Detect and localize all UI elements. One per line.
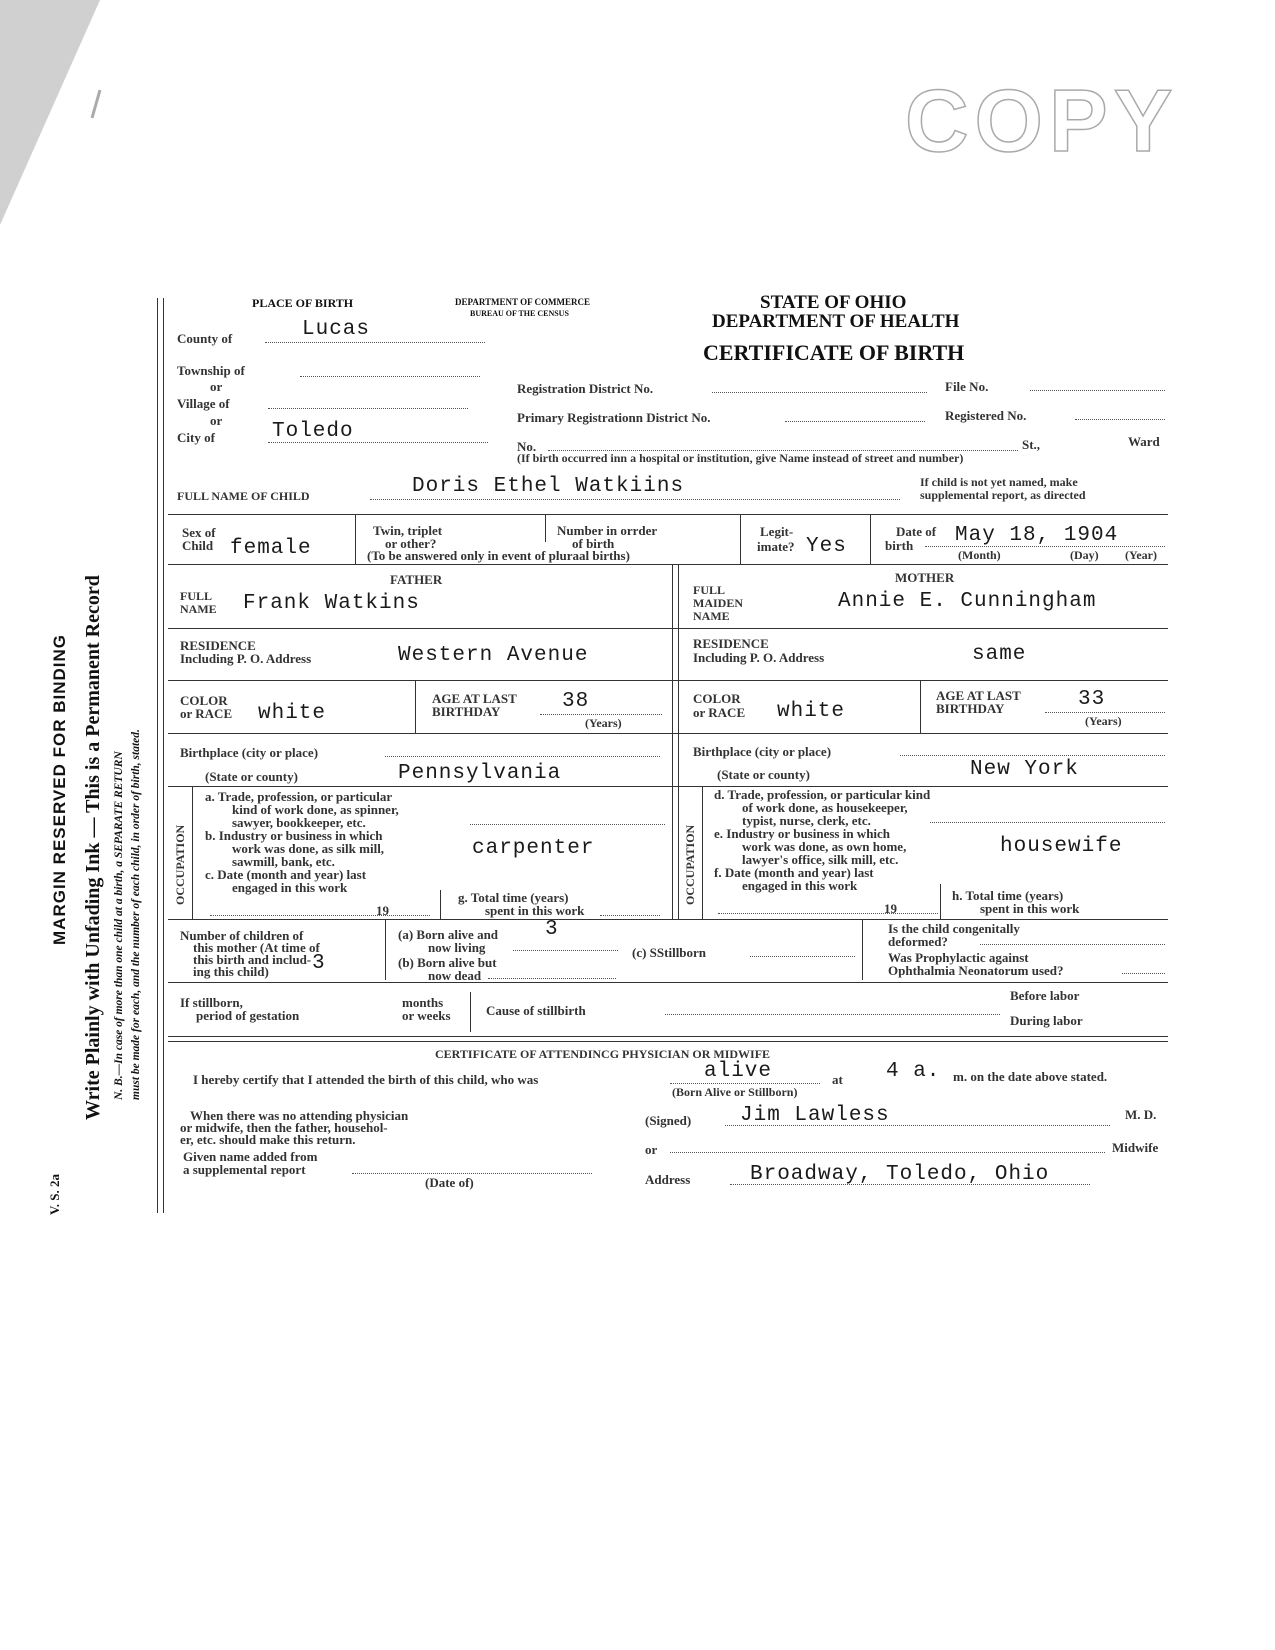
mother-occ-d-line — [930, 822, 1165, 823]
father-occ-c-1: c. Date (month and year) last — [205, 867, 367, 882]
prophylactic-line — [1122, 973, 1165, 974]
mother-color-label-2: or RACE — [693, 705, 746, 720]
div-order — [740, 514, 741, 564]
file-no-label: File No. — [945, 379, 989, 394]
or-label-1: or — [210, 379, 223, 394]
father-name-label-2: NAME — [180, 602, 217, 616]
child-name-value: Doris Ethel Watkiins — [412, 475, 685, 498]
order-label-1: Number in orrder — [557, 523, 658, 538]
mother-occ-f-1: f. Date (month and year) last — [714, 865, 874, 880]
mother-age-label-1: AGE AT LAST — [936, 688, 1021, 703]
mother-years-label: (Years) — [1085, 714, 1122, 728]
given-name-note-1: Given name added from — [183, 1149, 318, 1164]
plural-note: (To be answered only in event of pluraal births) — [367, 548, 630, 563]
mother-residence-label-1: RESIDENCE — [693, 636, 769, 651]
father-birthplace-label: Birthplace (city or place) — [180, 745, 319, 760]
rule-physician-top — [168, 1036, 1168, 1037]
or-label-physician: or — [645, 1142, 658, 1157]
mother-occupation-label: OCCUPATION — [683, 824, 697, 905]
dob-label-2: birth — [885, 538, 914, 553]
father-occupation-value: carpenter — [472, 837, 595, 860]
m-note: m. on the date above stated. — [953, 1069, 1108, 1084]
certificate-title: CERTIFICATE OF BIRTH — [703, 340, 965, 365]
dept-health-heading: DEPARTMENT OF HEALTH — [712, 311, 960, 332]
address-value: Broadway, Toledo, Ohio — [750, 1163, 1050, 1186]
father-residence-value: Western Avenue — [398, 644, 589, 667]
father-birthplace-line — [385, 756, 660, 757]
not-named-note-2: supplemental report, as directed — [920, 488, 1086, 502]
order-label-2: of birth — [572, 536, 615, 551]
mother-occ-d-1: d. Trade, profession, or particular kind — [714, 787, 931, 802]
mother-residence-value: same — [972, 643, 1027, 666]
dob-line — [925, 546, 1165, 547]
father-occ-a-line — [470, 824, 665, 825]
div-twin — [545, 514, 546, 542]
stillbirth-before-label: Before labor — [1010, 988, 1080, 1003]
children-a-line — [513, 950, 618, 951]
stillborn-months-label: months — [402, 995, 444, 1010]
mother-name-label-1: FULL — [693, 583, 726, 597]
mother-occ-e-1: e. Industry or business in which — [714, 826, 891, 841]
father-occupation-label: OCCUPATION — [173, 824, 187, 905]
div-father-occ-label — [192, 786, 193, 919]
primary-reg-label: Primary Registrationn District No. — [517, 410, 711, 425]
city-line — [268, 442, 488, 443]
children-c-label: (c) SStillborn — [632, 945, 707, 960]
mother-occ-d-2: of work done, as housekeeper, — [742, 800, 908, 815]
div-sex — [355, 514, 356, 564]
child-name-line — [370, 499, 900, 500]
ward-label: Ward — [1128, 434, 1160, 449]
rule-children-top — [168, 919, 1168, 920]
file-no-line — [1030, 390, 1165, 391]
father-occ-c-line — [210, 915, 430, 916]
birth-status-value: alive — [704, 1060, 773, 1083]
signed-value: Jim Lawless — [740, 1104, 890, 1127]
father-occ-c-2: engaged in this work — [232, 880, 348, 895]
dob-year-label: (Year) — [1125, 548, 1157, 562]
father-residence-label-1: RESIDENCE — [180, 638, 256, 653]
mother-year-prefix: 19 — [884, 901, 897, 916]
county-line — [265, 342, 485, 343]
twin-label-1: Twin, triplet — [373, 523, 443, 538]
copy-stamp: COPY — [905, 71, 1179, 170]
legit-label-2: imate? — [757, 539, 795, 554]
mother-name-label-3: NAME — [693, 609, 730, 623]
address-line — [730, 1184, 1090, 1185]
mother-state-value: New York — [970, 758, 1079, 781]
legit-label-1: Legit- — [760, 524, 794, 539]
midwife-line — [670, 1152, 1105, 1153]
father-state-label: (State or county) — [205, 769, 298, 784]
children-b-line — [488, 978, 616, 979]
father-heading: FATHER — [390, 572, 443, 587]
dob-label-1: Date of — [896, 524, 937, 539]
rule-child-top — [168, 514, 1168, 515]
mother-birthplace-line — [900, 755, 1165, 756]
father-years-label: (Years) — [585, 716, 622, 730]
mother-residence-label-2: Including P. O. Address — [693, 650, 825, 665]
father-occ-b-3: sawmill, bank, etc. — [232, 854, 335, 869]
children-label-3: this birth and includ- — [193, 952, 312, 967]
dob-value: May 18, 1904 — [955, 524, 1119, 547]
certify-text: I hereby certify that I attended the birth of this child, who was — [193, 1072, 539, 1087]
mother-occ-e-2: work was done, as own home, — [742, 839, 907, 854]
rule-parents-top — [168, 564, 1168, 565]
children-c-line — [750, 956, 855, 957]
div-father-age — [415, 680, 416, 733]
mother-total-h-2: spent in this work — [980, 901, 1080, 916]
signed-line — [725, 1125, 1110, 1126]
father-name-value: Frank Watkins — [243, 592, 420, 615]
mother-heading: MOTHER — [895, 570, 955, 585]
div-mother-age — [920, 680, 921, 733]
margin-write-label: Write Plainly with Unfading Ink — This is a Permanent Record — [82, 575, 104, 1120]
children-a-value: 3 — [545, 918, 559, 941]
mother-total-h-1: h. Total time (years) — [952, 888, 1064, 903]
city-label: City of — [177, 430, 215, 445]
father-name-label-1: FULL — [180, 589, 213, 603]
form-left-border-inner — [163, 298, 164, 1213]
mother-occupation-value: housewife — [1000, 835, 1123, 858]
father-occ-a-1: a. Trade, profession, or particular — [205, 789, 393, 804]
deformed-label-1: Is the child congenitally — [888, 921, 1020, 936]
stillbirth-cause-label: Cause of stillbirth — [486, 1003, 586, 1018]
rule-occupation-top — [168, 786, 1168, 787]
no-physician-note-2: or midwife, then the father, househol- — [180, 1120, 388, 1135]
street-no-label: No. — [517, 439, 537, 454]
scan-corner-shadow — [0, 0, 110, 230]
div-parents — [672, 564, 673, 919]
father-year-prefix: 19 — [376, 903, 389, 918]
father-total-g-1: g. Total time (years) — [458, 890, 569, 905]
bureau-census-heading: BUREAU OF THE CENSUS — [470, 309, 569, 318]
not-named-note-1: If child is not yet named, make — [920, 475, 1078, 489]
mother-color-label-1: COLOR — [693, 691, 741, 706]
mother-age-value: 33 — [1078, 688, 1106, 711]
twin-label-2: or other? — [385, 536, 437, 551]
city-value: Toledo — [272, 420, 354, 443]
county-label: County of — [177, 331, 233, 346]
state-heading: STATE OF OHIO — [760, 292, 907, 313]
stillborn-weeks-label: or weeks — [402, 1008, 451, 1023]
rule-residence-top — [168, 628, 1168, 629]
rule-color-top — [168, 680, 1168, 681]
mother-name-value: Annie E. Cunningham — [838, 590, 1097, 613]
mother-occ-f-line — [718, 913, 938, 914]
mother-age-line — [1045, 712, 1165, 713]
father-residence-label-2: Including P. O. Address — [180, 651, 312, 666]
birth-status-line — [670, 1083, 820, 1084]
mother-state-label: (State or county) — [717, 767, 810, 782]
child-name-label: FULL NAME OF CHILD — [177, 489, 310, 503]
primary-reg-line — [785, 421, 925, 422]
stillborn-label-2: period of gestation — [196, 1008, 300, 1023]
address-label: Address — [645, 1172, 691, 1187]
sex-value: female — [230, 537, 312, 560]
mother-occ-e-3: lawyer's office, silk mill, etc. — [742, 852, 899, 867]
reg-district-line — [712, 392, 927, 393]
father-total-g-line — [600, 915, 660, 916]
given-name-note-2: a supplemental report — [183, 1162, 306, 1177]
mother-age-label-2: BIRTHDAY — [936, 701, 1005, 716]
father-occ-b-1: b. Industry or business in which — [205, 828, 383, 843]
father-state-value: Pennsylvania — [398, 762, 562, 785]
deformed-label-2: deformed? — [888, 934, 948, 949]
children-total-value: 3 — [312, 952, 326, 975]
birth-time-value: 4 a. — [886, 1060, 941, 1083]
reg-district-label: Registration District No. — [517, 381, 654, 396]
father-age-label-2: BIRTHDAY — [432, 704, 501, 719]
rule-stillbirth-top — [168, 982, 1168, 983]
div-father-g — [440, 890, 441, 919]
deformed-line — [980, 944, 1165, 945]
sex-label-1: Sex of — [182, 525, 216, 540]
legit-value: Yes — [806, 535, 847, 558]
mother-occ-d-3: typist, nurse, clerk, etc. — [742, 813, 871, 828]
physician-heading: CERTIFICATE OF ATTENDINCG PHYSICIAN OR MIDWIFE — [435, 1047, 771, 1061]
rule-physician-top-2 — [168, 1041, 1168, 1042]
father-color-label-2: or RACE — [180, 706, 233, 721]
stillborn-label-1: If stillborn, — [180, 995, 243, 1010]
div-mother-occ-label — [702, 786, 703, 919]
given-name-line — [352, 1173, 592, 1174]
div-mother-h — [940, 884, 941, 919]
prophylactic-label-2: Ophthalmia Neonatorum used? — [888, 963, 1064, 978]
sex-label-2: Child — [182, 538, 214, 553]
div-legit — [870, 514, 871, 564]
father-occ-a-2: kind of work done, as spinner, — [232, 802, 399, 817]
county-value: Lucas — [302, 318, 371, 341]
father-age-value: 38 — [562, 690, 590, 713]
dob-day-label: (Day) — [1070, 548, 1099, 562]
div-children-label — [385, 919, 386, 980]
children-label-4: ing this child) — [193, 964, 269, 979]
stillbirth-cause-line — [665, 1014, 1000, 1015]
father-age-line — [540, 714, 662, 715]
div-stillbirth-gestation — [470, 992, 471, 1032]
margin-reserved-label: MARGIN RESERVED FOR BINDING — [50, 634, 69, 945]
mother-birthplace-label: Birthplace (city or place) — [693, 744, 832, 759]
children-b-label-1: (b) Born alive but — [398, 955, 497, 970]
township-label: Township of — [177, 363, 245, 378]
midwife-label: Midwife — [1112, 1140, 1159, 1155]
no-physician-note-3: er, etc. should make this return. — [180, 1132, 356, 1147]
place-of-birth-heading: PLACE OF BIRTH — [252, 296, 354, 310]
registered-no-label: Registered No. — [945, 408, 1027, 423]
village-line — [268, 408, 468, 409]
children-b-label-2: now dead — [428, 968, 482, 983]
dept-commerce-heading: DEPARTMENT OF COMMERCE — [455, 297, 591, 307]
children-a-label-1: (a) Born alive and — [398, 927, 499, 942]
signed-label: (Signed) — [645, 1113, 692, 1128]
margin-nb-line-1: N. B.—In case of more than one child at a birth, a SEPARATE RETURN — [113, 751, 125, 1100]
children-label-2: this mother (At time of — [193, 940, 320, 955]
st-label: St., — [1022, 437, 1041, 452]
mother-color-value: white — [777, 700, 846, 723]
hospital-note: (If birth occurred inn a hospital or institution, give Name instead of street and number) — [517, 451, 964, 465]
father-color-label-1: COLOR — [180, 693, 228, 708]
children-a-label-2: now living — [428, 940, 486, 955]
children-label-1: Number of children of — [180, 928, 304, 943]
mother-occ-f-2: engaged in this work — [742, 878, 858, 893]
mother-name-label-2: MAIDEN — [693, 596, 743, 610]
margin-vs-label: V. S. 2a — [47, 1174, 62, 1215]
date-of-label: (Date of) — [425, 1175, 474, 1190]
no-physician-note-1: When there was no attending physician — [190, 1108, 409, 1123]
at-label: at — [832, 1072, 843, 1087]
or-label-2: or — [210, 413, 223, 428]
village-label: Village of — [177, 396, 230, 411]
alive-note: (Born Alive or Stillborn) — [672, 1085, 798, 1099]
father-color-value: white — [258, 702, 327, 725]
dob-month-label: (Month) — [958, 548, 1001, 562]
prophylactic-label-1: Was Prophylactic against — [888, 950, 1029, 965]
father-occ-b-2: work was done, as silk mill, — [232, 841, 385, 856]
div-parents-2 — [678, 564, 679, 919]
registered-no-line — [1075, 419, 1165, 420]
township-line — [300, 376, 480, 377]
margin-nb-line-2: must be made for each, and the number of each child, in order of birth, stated. — [130, 729, 142, 1100]
md-label: M. D. — [1125, 1107, 1157, 1122]
div-children-deformed — [862, 919, 863, 980]
father-age-label-1: AGE AT LAST — [432, 691, 517, 706]
form-left-border — [157, 298, 158, 1213]
stillbirth-during-label: During labor — [1010, 1013, 1083, 1028]
rule-birthplace-top — [168, 733, 1168, 734]
father-occ-a-3: sawyer, bookkeeper, etc. — [232, 815, 366, 830]
father-total-g-2: spent in this work — [485, 903, 585, 918]
